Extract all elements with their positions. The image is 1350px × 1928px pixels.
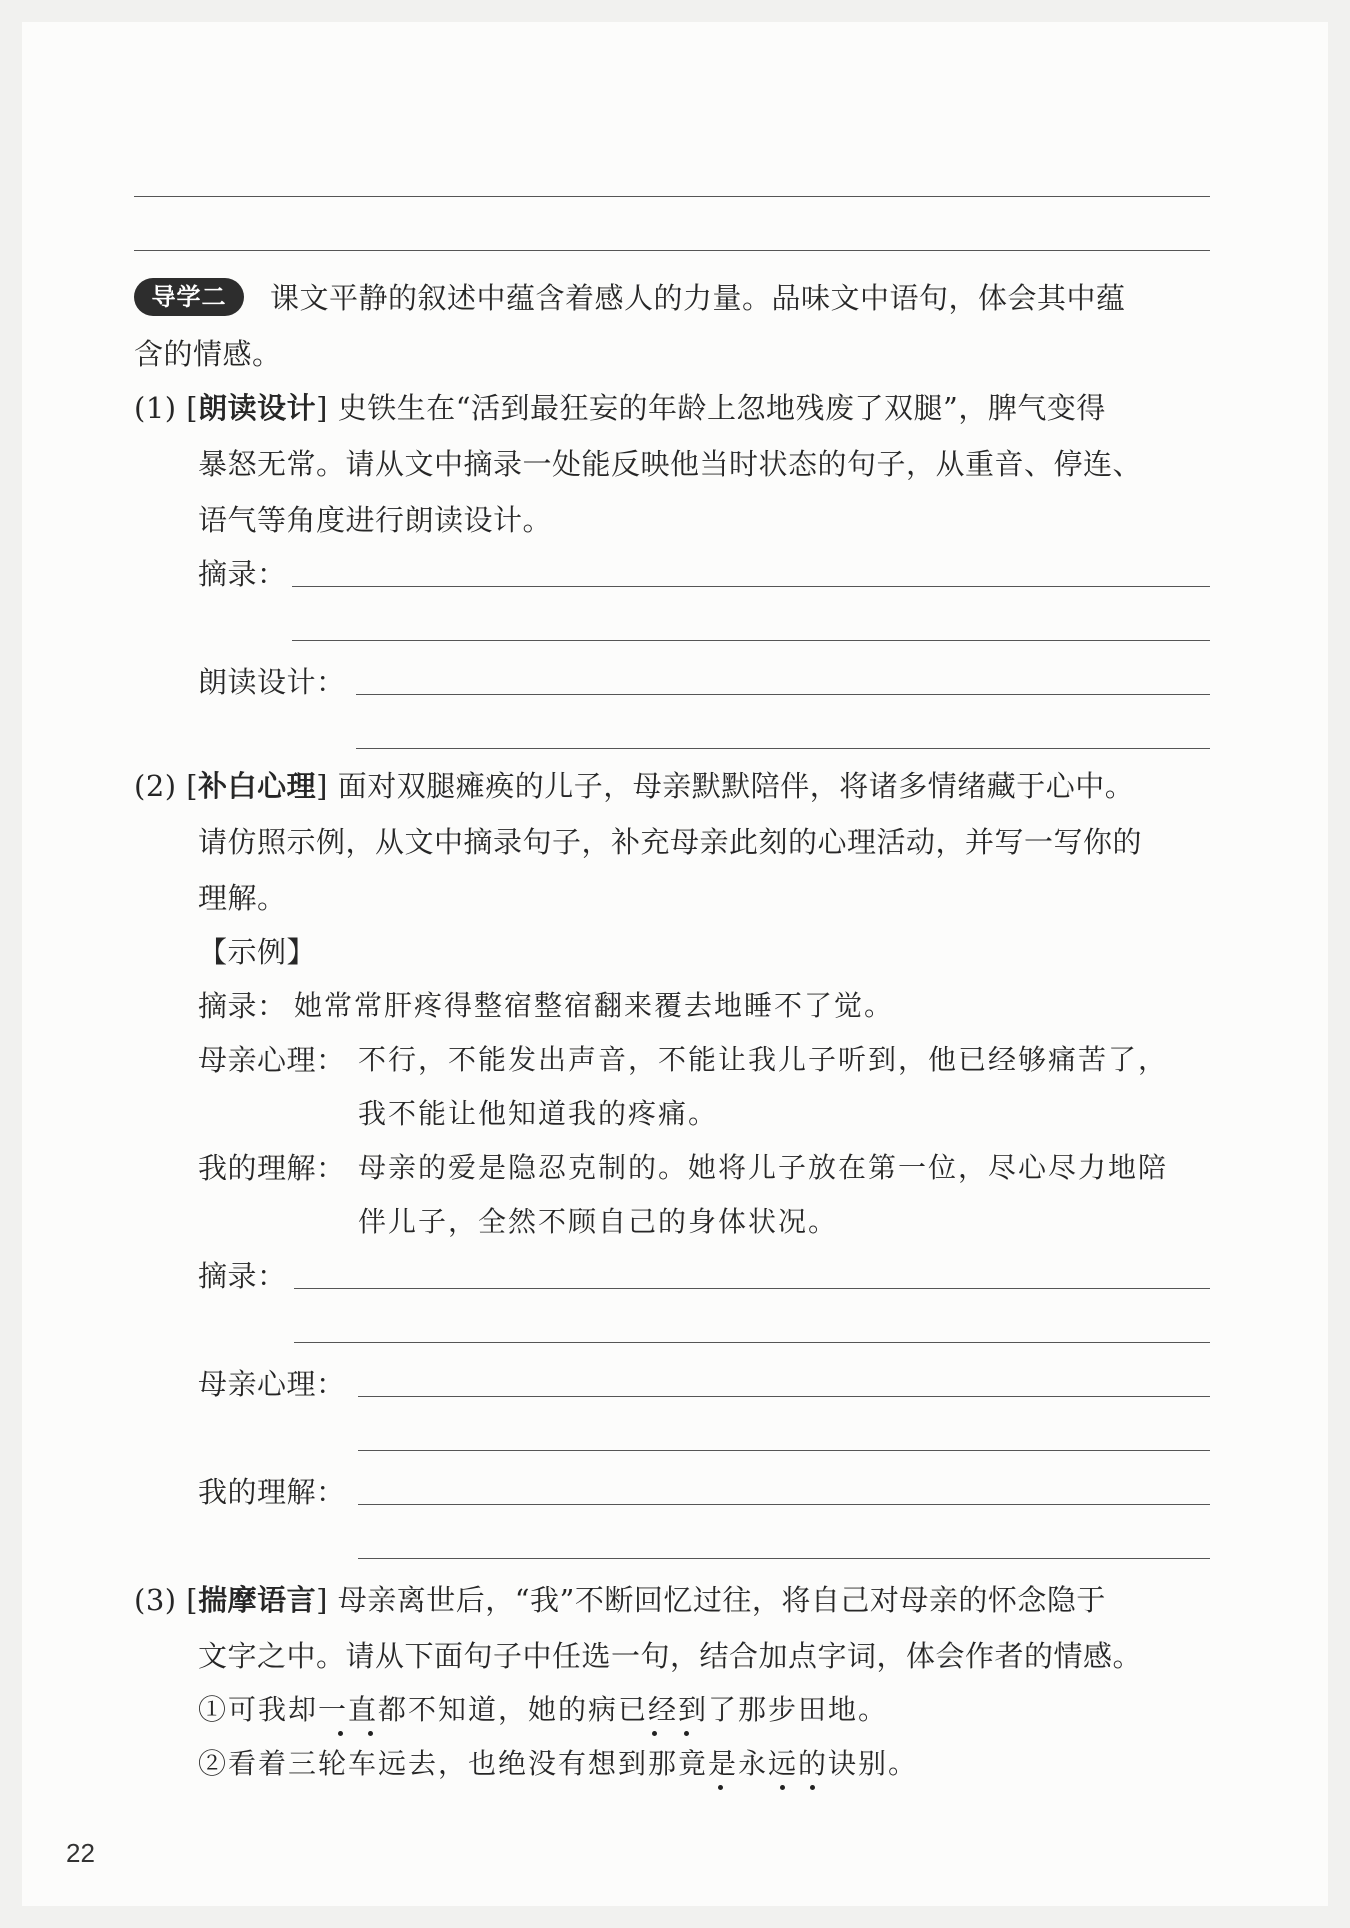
example-understanding-text: 伴儿子，全然不顾自己的身体状况。 [358, 1205, 839, 1238]
example-understanding-text: 母亲的爱是隐忍克制的。她将儿子放在第一位，尽心尽力地陪 [358, 1151, 1169, 1184]
emphasis-dot [780, 1785, 785, 1790]
emphasis-dot [684, 1731, 689, 1736]
question-text: 理解。 [198, 881, 287, 915]
excerpt-answer-line[interactable] [292, 640, 1210, 641]
question-tag: 朗读设计 [198, 391, 317, 425]
mother-mind-label: 母亲心理： [198, 1367, 346, 1401]
question-tag: 揣摩语言 [198, 1583, 317, 1617]
example-mind-label: 母亲心理： [198, 1043, 346, 1077]
question-number: (1) [134, 391, 177, 425]
question-text: 母亲离世后，“我”不断回忆过往，将自己对母亲的怀念隐于 [337, 1583, 1106, 1617]
example-excerpt-text: 她常常肝疼得整宿整宿翻来覆去地睡不了觉。 [294, 989, 895, 1022]
question-3-heading: (3) [揣摩语言] 母亲离世后，“我”不断回忆过往，将自己对母亲的怀念隐于 [134, 1583, 1106, 1617]
question-text: 史铁生在“活到最狂妄的年龄上忽地残废了双腿”，脾气变得 [337, 391, 1106, 425]
question-1-heading: (1) [朗读设计] 史铁生在“活到最狂妄的年龄上忽地残废了双腿”，脾气变得 [134, 391, 1106, 425]
excerpt-label: 摘录： [198, 557, 287, 591]
excerpt-answer-line[interactable] [294, 1288, 1210, 1289]
example-mind-text: 不行，不能发出声音，不能让我儿子听到，他已经够痛苦了， [358, 1043, 1169, 1076]
sentence-option-2: ②看着三轮车远去，也绝没有想到那竟是永远的诀别。 [198, 1747, 919, 1780]
question-text: 语气等角度进行朗读设计。 [198, 503, 553, 537]
question-tag: 补白心理 [198, 769, 317, 803]
question-text: 文字之中。请从下面句子中任选一句，结合加点字词，体会作者的情感。 [198, 1639, 1143, 1673]
my-understanding-answer-line[interactable] [358, 1504, 1210, 1505]
emphasis-dot [810, 1785, 815, 1790]
intro-line: 含的情感。 [134, 337, 282, 371]
emphasis-dot [718, 1785, 723, 1790]
page-number: 22 [66, 1838, 95, 1868]
mother-mind-answer-line[interactable] [358, 1450, 1210, 1451]
reading-design-label: 朗读设计： [198, 665, 346, 699]
emphasis-dot [368, 1731, 373, 1736]
example-understanding-label: 我的理解： [198, 1151, 346, 1185]
mother-mind-answer-line[interactable] [358, 1396, 1210, 1397]
excerpt-answer-line[interactable] [292, 586, 1210, 587]
excerpt-label: 摘录： [198, 1259, 287, 1293]
reading-design-answer-line[interactable] [356, 694, 1210, 695]
question-text: 请仿照示例，从文中摘录句子，补充母亲此刻的心理活动，并写一写你的 [198, 825, 1143, 859]
section-badge: 导学二 [134, 278, 244, 316]
emphasis-dot [652, 1731, 657, 1736]
my-understanding-label: 我的理解： [198, 1475, 346, 1509]
my-understanding-answer-line[interactable] [358, 1558, 1210, 1559]
answer-line[interactable] [134, 250, 1210, 251]
example-excerpt-label: 摘录： [198, 989, 287, 1023]
example-header: 【示例】 [198, 935, 317, 969]
question-text: 面对双腿瘫痪的儿子，母亲默默陪伴，将诸多情绪藏于心中。 [337, 769, 1135, 803]
excerpt-answer-line[interactable] [294, 1342, 1210, 1343]
sentence-option-1: ①可我却一直都不知道，她的病已经到了那步田地。 [198, 1693, 889, 1726]
example-mind-text: 我不能让他知道我的疼痛。 [358, 1097, 719, 1130]
question-text: 暴怒无常。请从文中摘录一处能反映他当时状态的句子，从重音、停连、 [198, 447, 1143, 481]
answer-line[interactable] [134, 196, 1210, 197]
question-number: (3) [134, 1583, 177, 1617]
intro-line: 课文平静的叙述中蕴含着感人的力量。品味文中语句，体会其中蕴 [270, 281, 1126, 315]
emphasis-dot [338, 1731, 343, 1736]
reading-design-answer-line[interactable] [356, 748, 1210, 749]
question-2-heading: (2) [补白心理] 面对双腿瘫痪的儿子，母亲默默陪伴，将诸多情绪藏于心中。 [134, 769, 1135, 803]
question-number: (2) [134, 769, 177, 803]
